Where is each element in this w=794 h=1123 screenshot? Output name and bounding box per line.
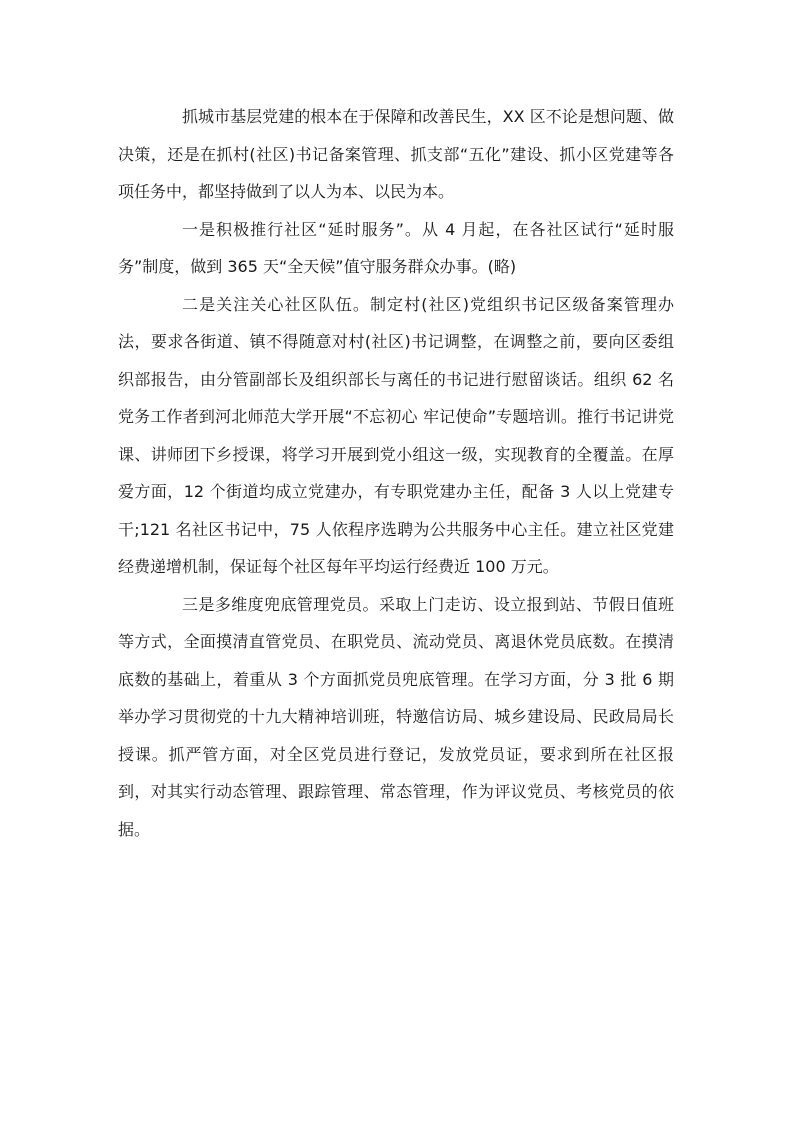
paragraph-community-team: 二是关注关心社区队伍。制定村(社区)党组织书记区级备案管理办法，要求各街道、镇不得随意对村(社区)书记调整，在调整之前，要向区委组织部报告，由分管副部长及组织部长与离任的书记进行慰留谈话。组织 62 名党务工作者到河北师范大学开展“不忘初心 牢记使命”专题培训。推行书记讲党课、讲师团下乡授课，将学习开展到党小组这一级，实现教育的全覆盖。在厚爱方面，12 个街道均成立党建办，有专职党建办主任，配备 3 人以上党建专干;121 名社区书记中，75 人依程序选聘为公共服务中心主任。建立社区党建经费递增机制，保证每个社区每年平均运行经费近 100 万元。 bbox=[118, 294, 674, 576]
document-body bbox=[118, 98, 674, 848]
paragraph-extended-service: 一是积极推行社区“延时服务”。从 4 月起，在各社区试行“延时服务”制度，做到 365 天“全天候”值守服务群众办事。(略) bbox=[118, 219, 674, 276]
paragraph-intro: 抓城市基层党建的根本在于保障和改善民生，XX 区不论是想问题、做决策，还是在抓村(社区)书记备案管理、抓支部“五化”建设、抓小区党建等各项任务中，都坚持做到了以人为本、以民为本。 bbox=[118, 107, 674, 201]
paragraph-party-member-management: 三是多维度兜底管理党员。采取上门走访、设立报到站、节假日值班等方式，全面摸清直管党员、在职党员、流动党员、离退休党员底数。在摸清底数的基础上，着重从 3 个方面抓党员兜底管理。在学习方面，分 3 批 6 期举办学习贯彻党的十九大精神培训班，特邀信访局、城乡建设局、民政局局长授课。抓严管方面，对全区党员进行登记，发放党员证，要求到所在社区报到，对其实行动态管理、跟踪管理、常态管理，作为评议党员、考核党员的依据。 bbox=[118, 594, 674, 839]
